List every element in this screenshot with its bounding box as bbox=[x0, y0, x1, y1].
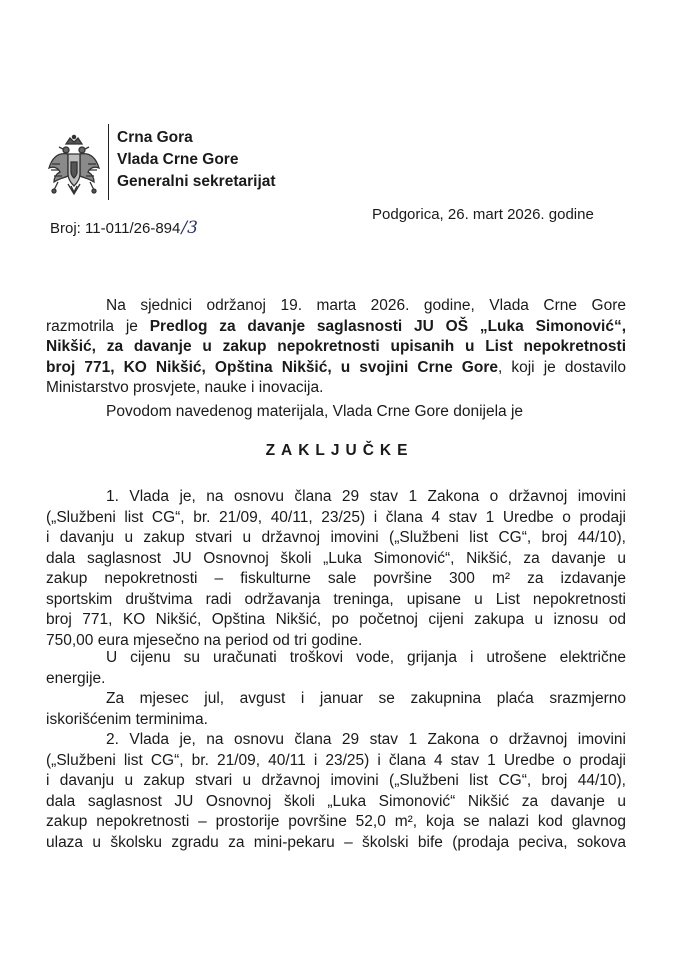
intro-line: Na sjednici održanoj 19. marta 2026. godine, Vlada Crne Gore bbox=[106, 297, 626, 314]
issuer-block bbox=[117, 127, 276, 193]
place-date: Podgorica, 26. mart 2026. godine bbox=[372, 206, 594, 223]
intro-line bbox=[46, 317, 626, 338]
intro-line: Nikšić, za davanje u zakup nepokretnosti upisanih u List nepokretnosti bbox=[46, 338, 626, 355]
povodom-line: Povodom navedenog materijala, Vlada Crne Gore donijela je bbox=[106, 403, 524, 420]
conclusion-line: i davanju u zakup stvari u državnoj imovini („Službeni list CG“, broj 44/10), bbox=[46, 772, 626, 789]
reference-number bbox=[50, 218, 198, 238]
reference-handwritten-suffix: /3 bbox=[181, 218, 198, 238]
intro-line: Ministarstvo prosvjete, nauke i inovacija. bbox=[46, 379, 324, 396]
issuer-country: Crna Gora bbox=[117, 129, 193, 146]
conclusion-line: dala saglasnost JU Osnovnoj školi „Luka Simonović“, Nikšić, za davanje u bbox=[46, 549, 626, 567]
intro-bold-text: Predlog za davanje saglasnosti JU OŠ „Luka Simonović“, bbox=[149, 317, 626, 335]
conclusion-line: broj 771, KO Nikšić, Opština Nikšić, po početnoj cijeni zakupa u iznosu od bbox=[46, 611, 626, 628]
intro-text: razmotrila je bbox=[46, 317, 150, 335]
intro-bold-text: broj 771, KO Nikšić, Opština Nikšić, u svojini Crne Gore bbox=[46, 358, 498, 376]
conclusion-2 bbox=[46, 730, 626, 853]
months-line: iskorišćenim terminima. bbox=[46, 710, 208, 728]
conclusion-line: i davanju u zakup stvari u državnoj imovini („Službeni list CG“, broj 44/10), bbox=[46, 529, 626, 546]
conclusion-line: zakup nepokretnosti – prostorije površine 52,0 m², koja se nalazi kod glavnog bbox=[46, 813, 626, 830]
conclusions-heading: ZAKLJUČKE bbox=[265, 442, 414, 459]
intro-line bbox=[46, 358, 626, 379]
conclusion-1 bbox=[46, 487, 626, 651]
conclusion-1-costs bbox=[46, 648, 626, 689]
reference-number-text: Broj: 11-011/26-894 bbox=[50, 220, 181, 237]
conclusion-line: sportskim društvima radi održavanja treninga, upisane u List nepokretnosti bbox=[46, 590, 626, 608]
povodom-paragraph bbox=[46, 402, 626, 423]
conclusion-line: dala saglasnost JU Osnovnoj školi „Luka Simonović“ Nikšić za davanje u bbox=[46, 792, 626, 810]
costs-line: energije. bbox=[46, 669, 106, 687]
conclusion-line: ulaza u školsku zgradu za mini-pekaru – školski bife (prodaja peciva, sokova bbox=[46, 833, 626, 851]
intro-paragraph bbox=[46, 296, 626, 399]
header-divider bbox=[108, 124, 109, 200]
intro-text: , koji je dostavilo bbox=[498, 358, 626, 376]
coat-of-arms-icon bbox=[46, 134, 102, 198]
conclusion-line: („Službeni list CG“, br. 21/09, 40/11 i 23/25) i člana 4 stav 1 Uredbe o prodaji bbox=[46, 751, 626, 769]
issuer-government: Vlada Crne Gore bbox=[117, 151, 239, 168]
months-line: Za mjesec jul, avgust i januar se zakupnina plaća srazmjerno bbox=[106, 690, 626, 707]
issuer-secretariat: Generalni sekretarijat bbox=[117, 173, 276, 190]
conclusion-line: („Službeni list CG“, br. 21/09, 40/11, 23/25) i člana 4 stav 1 Uredbe o prodaji bbox=[46, 508, 626, 526]
conclusion-1-months bbox=[46, 689, 626, 730]
conclusion-line: 1. Vlada je, na osnovu člana 29 stav 1 Zakona o državnoj imovini bbox=[106, 488, 626, 505]
costs-line: U cijenu su uračunati troškovi vode, grijanja i utrošene električne bbox=[106, 649, 626, 666]
conclusion-line: 750,00 eura mjesečno na period od tri godine. bbox=[46, 631, 363, 649]
conclusion-line: zakup nepokretnosti – fiskulturne sale površine 300 m² za izdavanje bbox=[46, 570, 626, 587]
conclusion-line: 2. Vlada je, na osnovu člana 29 stav 1 Zakona o državnoj imovini bbox=[106, 731, 626, 748]
